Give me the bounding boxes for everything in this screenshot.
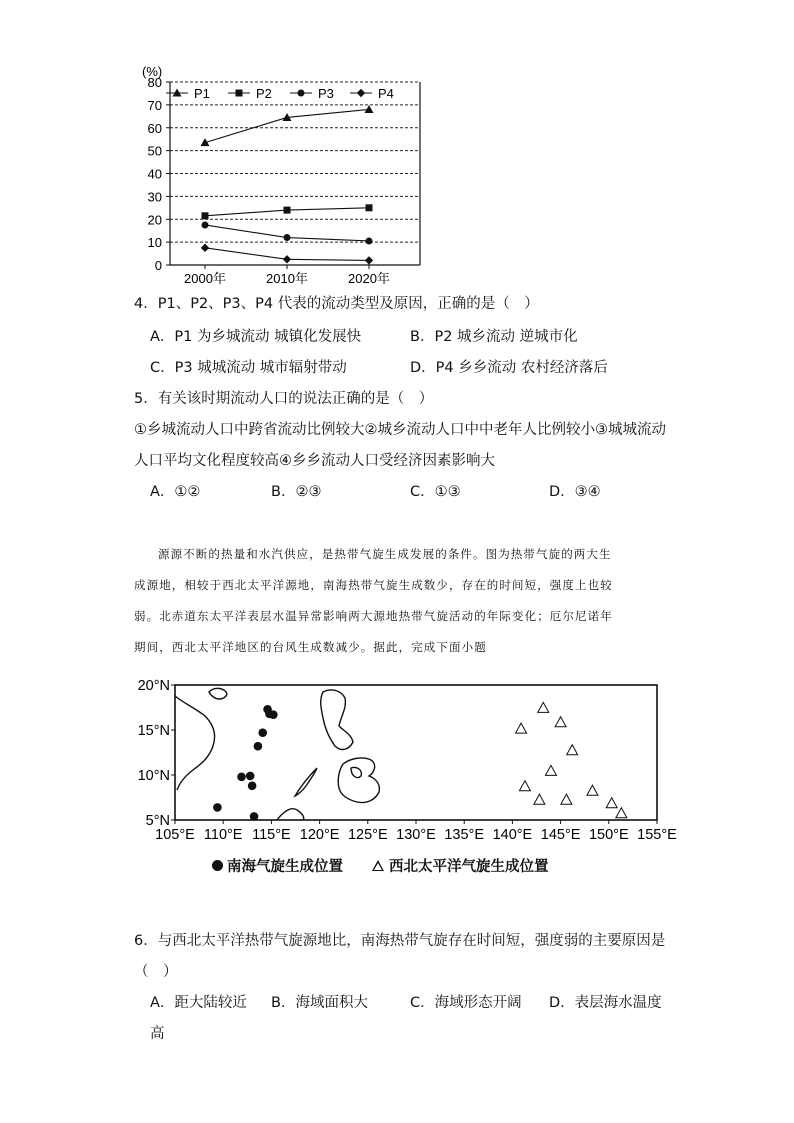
filled-circle-icon [212, 860, 223, 871]
point-P2-2000年 [202, 212, 209, 219]
legend-label-P2: P2 [256, 86, 272, 101]
y-tick-label-10: 10 [147, 235, 162, 251]
south-china-sea-cyclone-5 [254, 742, 263, 751]
nw-pacific-cyclone-5 [545, 765, 556, 775]
q4-option-a[interactable]: A．P1 为乡城流动 城镇化发展快 [150, 329, 362, 345]
q6-option-b[interactable]: B．海域面积大 [271, 995, 368, 1011]
y-tick-label-70: 70 [147, 97, 162, 113]
y-tick-label-20: 20 [147, 212, 162, 228]
lon-label-135: 135°E [444, 827, 485, 843]
lon-label-130: 130°E [396, 827, 436, 843]
south-china-sea-cyclone-8 [248, 782, 257, 791]
y-tick-label-60: 60 [147, 120, 162, 136]
x-tick-label-2010年: 2010年 [266, 271, 308, 286]
legend-marker-P4 [357, 89, 365, 97]
lon-label-155: 155°E [637, 827, 677, 843]
q6-option-d-continued: 高 [150, 1026, 165, 1042]
map-longitude-labels [155, 827, 677, 843]
nw-pacific-cyclone-10 [606, 798, 617, 808]
south-china-sea-cyclone-3 [269, 710, 278, 719]
chart-series [201, 105, 374, 265]
nw-pacific-cyclone-2 [555, 717, 566, 727]
y-tick-label-50: 50 [147, 143, 162, 159]
q6-bracket: （ ） [134, 964, 178, 980]
y-tick-labels [148, 75, 162, 273]
map-cyclone-points [213, 702, 627, 820]
lat-label-15: 15°N [137, 723, 170, 739]
nw-pacific-cyclone-8 [561, 794, 572, 804]
q5-option-c[interactable]: C．①③ [410, 484, 461, 500]
lon-label-120: 120°E [299, 827, 340, 843]
q6-stem: 6．与西北太平洋热带气旋源地比，南海热带气旋存在时间短，强度弱的主要原因是 [134, 933, 666, 949]
point-P3-2010年 [284, 234, 291, 241]
passage-line4: 期间，西北太平洋地区的台风生成数减少。据此，完成下面小题 [134, 640, 487, 654]
south-china-sea-cyclone-7 [246, 772, 255, 781]
lon-label-150: 150°E [588, 827, 629, 843]
nw-pacific-cyclone-11 [616, 808, 627, 818]
y-tick-label-80: 80 [147, 75, 162, 90]
lat-label-5: 5°N [145, 813, 170, 829]
passage-line2: 成源地，相较于西北太平洋源地，南海热带气旋生成数少，存在的时间短，强度上也较 [134, 578, 613, 592]
q5-option-d[interactable]: D．③④ [549, 484, 601, 500]
lon-label-110: 110°E [203, 827, 243, 843]
y-unit-label: (%) [142, 64, 163, 79]
map-legend-nw-pacific: 西北太平洋气旋生成位置 [372, 856, 549, 878]
q4-option-b[interactable]: B．P2 城乡流动 逆城市化 [410, 329, 578, 345]
lon-label-115: 115°E [252, 827, 291, 843]
x-tick-label-2000年: 2000年 [184, 271, 226, 286]
q5-option-b[interactable]: B．②③ [271, 484, 322, 500]
legend-label-P3: P3 [318, 86, 334, 101]
y-tick-label-0: 0 [154, 258, 162, 273]
point-P3-2000年 [202, 221, 209, 228]
y-tick-label-40: 40 [147, 166, 162, 182]
nw-pacific-cyclone-7 [534, 794, 545, 804]
y-tick-label-30: 30 [147, 189, 162, 205]
population-flow-line-chart [130, 58, 430, 290]
passage-line1: 源源不断的热量和水汽供应，是热带气旋生成发展的条件。图为热带气旋的两大生 [158, 547, 612, 561]
q6-option-d[interactable]: D．表层海水温度 [549, 995, 662, 1011]
tropical-cyclone-source-map [125, 672, 695, 882]
legend-marker-P2 [236, 90, 243, 97]
south-china-sea-cyclone-4 [258, 728, 267, 737]
q5-option-a[interactable]: A．①② [150, 484, 201, 500]
point-P1-2020年 [365, 105, 374, 113]
open-triangle-icon [372, 860, 384, 871]
nw-pacific-cyclone-3 [516, 723, 527, 733]
point-P4-2000年 [201, 244, 209, 252]
point-P3-2020年 [366, 237, 373, 244]
q4-option-d[interactable]: D．P4 乡乡流动 农村经济落后 [410, 360, 608, 376]
q6-option-c[interactable]: C．海域形态开阔 [410, 995, 522, 1011]
point-P4-2010年 [283, 255, 291, 263]
point-P2-2020年 [366, 204, 373, 211]
lon-label-140: 140°E [492, 827, 533, 843]
coastlines [175, 688, 379, 820]
map-latitude-labels [138, 678, 170, 829]
map-frame [171, 685, 657, 824]
q6-option-a[interactable]: A．距大陆较近 [150, 995, 247, 1011]
lon-label-145: 145°E [540, 827, 581, 843]
point-P4-2020年 [365, 256, 373, 264]
chart-legend [166, 86, 394, 101]
legend-marker-P3 [298, 90, 305, 97]
legend-label-P1: P1 [194, 86, 210, 101]
q5-stem: 5．有关该时期流动人口的说法正确的是（ ） [134, 391, 434, 407]
chart-axes [166, 82, 420, 269]
south-china-sea-cyclone-10 [250, 812, 259, 821]
map-border [175, 685, 657, 820]
lon-label-125: 125°E [347, 827, 388, 843]
nw-pacific-cyclone-9 [587, 785, 598, 795]
lat-label-10: 10°N [137, 768, 170, 784]
passage-line3: 弱。北赤道东太平洋表层水温异常影响两大源地热带气旋活动的年际变化；厄尔尼诺年 [134, 609, 613, 623]
nw-pacific-cyclone-6 [519, 781, 530, 791]
nw-pacific-cyclone-4 [567, 745, 578, 755]
south-china-sea-cyclone-6 [237, 773, 246, 782]
legend-label-P4: P4 [378, 86, 394, 101]
q5-statements-line2: 人口平均文化程度较高④乡乡流动人口受经济因素影响大 [134, 453, 495, 469]
lon-label-105: 105°E [155, 827, 195, 843]
x-tick-labels [184, 271, 390, 286]
q4-option-c[interactable]: C．P3 城城流动 城市辐射带动 [150, 360, 347, 376]
map-legend-south-china-sea: 南海气旋生成位置 [212, 856, 343, 878]
q4-stem: 4．P1、P2、P3、P4 代表的流动类型及原因，正确的是（ ） [134, 296, 539, 312]
q5-statements-line1: ①乡城流动人口中跨省流动比例较大②城乡流动人口中中老年人比例较小③城城流动 [134, 422, 666, 438]
nw-pacific-cyclone-1 [538, 702, 549, 712]
south-china-sea-cyclone-9 [213, 803, 222, 812]
x-tick-label-2020年: 2020年 [348, 271, 390, 286]
lat-label-20: 20°N [137, 678, 170, 694]
point-P2-2010年 [284, 207, 291, 214]
